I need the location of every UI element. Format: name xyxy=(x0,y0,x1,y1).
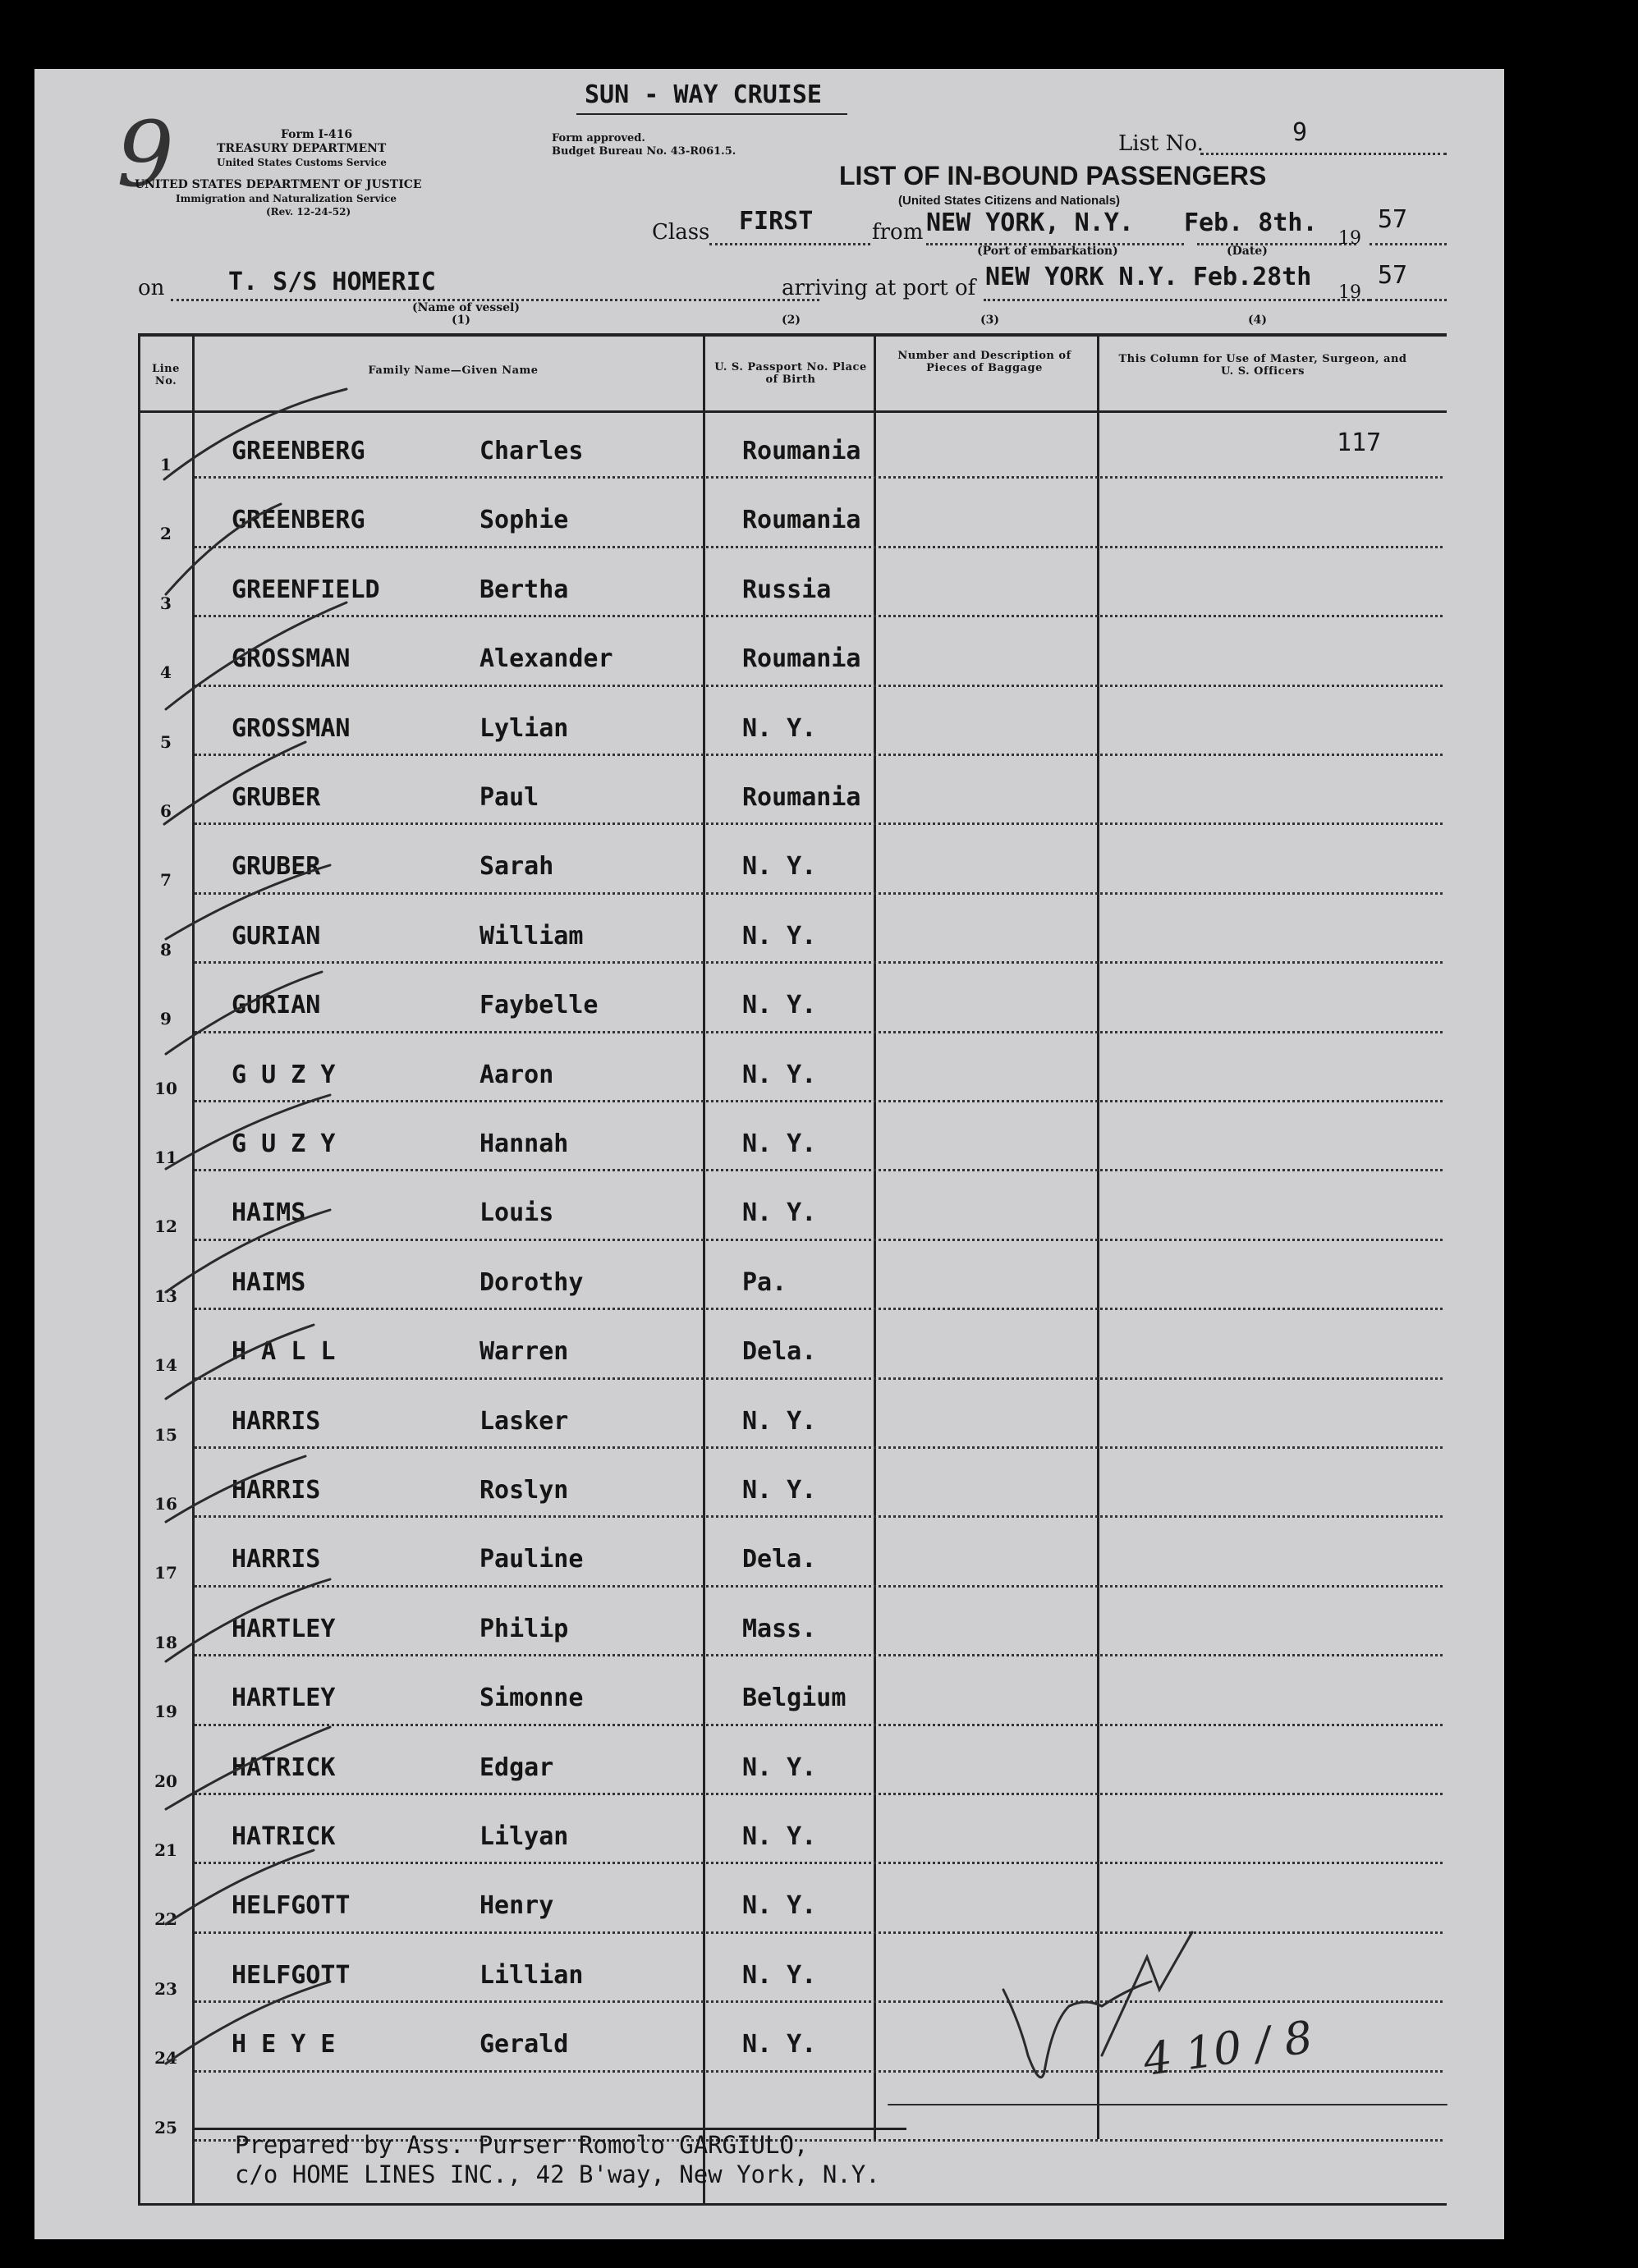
row-divider xyxy=(195,546,1443,548)
col-header-name: Family Name—Given Name xyxy=(368,364,539,377)
list-no-dots xyxy=(1200,153,1447,155)
row-divider xyxy=(195,1793,1443,1795)
line-number: 3 xyxy=(160,593,172,613)
place-of-birth: N. Y. xyxy=(742,1822,817,1851)
place-of-birth: Dela. xyxy=(742,1337,817,1367)
place-of-birth: N. Y. xyxy=(742,1060,817,1089)
handwritten-page-number: 9 xyxy=(117,102,174,207)
name-divider xyxy=(703,333,705,2205)
place-of-birth: N. Y. xyxy=(742,713,817,743)
family-name: HARRIS xyxy=(232,1406,321,1436)
row-divider xyxy=(195,1654,1443,1656)
place-of-birth: N. Y. xyxy=(742,991,817,1020)
line-number: 4 xyxy=(160,662,172,683)
row-divider xyxy=(195,1169,1443,1171)
list-no-value: 9 xyxy=(1292,118,1308,147)
line-number: 22 xyxy=(154,1909,177,1930)
row-divider xyxy=(195,685,1443,687)
year-prefix: 19 xyxy=(1338,228,1361,249)
line-number: 25 xyxy=(154,2117,177,2137)
date-dots xyxy=(1197,243,1356,245)
date-caption: (Date) xyxy=(1227,245,1268,258)
date-value: Feb. 8th. xyxy=(1184,208,1318,237)
cruise-title: SUN - WAY CRUISE xyxy=(585,80,822,109)
family-name: GRUBER xyxy=(232,783,321,812)
family-name: G U Z Y xyxy=(232,1060,336,1089)
given-name: Paul xyxy=(479,783,539,812)
family-name: GREENBERG xyxy=(232,506,365,535)
row-divider xyxy=(195,2000,1443,2003)
line-number: 20 xyxy=(154,1771,177,1791)
arrival-dots xyxy=(984,299,1370,301)
family-name: GURIAN xyxy=(232,991,321,1020)
col-header-line-no: Line No. xyxy=(152,363,180,387)
prepared-by-line: Prepared by Ass. Purser Romolo GARGIULO, xyxy=(235,2131,809,2159)
given-name: Sophie xyxy=(479,506,569,535)
given-name: Bertha xyxy=(479,575,569,604)
family-name: HAIMS xyxy=(232,1198,306,1228)
family-name: H E Y E xyxy=(232,2030,336,2060)
vessel-value: T. S/S HOMERIC xyxy=(228,268,436,296)
arrival-value: NEW YORK N.Y. Feb.28th xyxy=(985,263,1312,291)
family-name: GROSSMAN xyxy=(232,644,351,674)
line-number: 10 xyxy=(154,1078,177,1098)
given-name: Simonne xyxy=(479,1684,584,1713)
family-name: HARRIS xyxy=(232,1545,321,1574)
department-of-justice: UNITED STATES DEPARTMENT OF JUSTICE xyxy=(135,178,422,191)
line-number: 23 xyxy=(154,1978,177,1999)
given-name: Louis xyxy=(479,1198,554,1228)
family-name: GROSSMAN xyxy=(232,713,351,743)
given-name: William xyxy=(479,921,584,951)
given-name: Henry xyxy=(479,1891,554,1921)
row-divider xyxy=(195,1585,1443,1588)
line-number: 16 xyxy=(154,1494,177,1514)
row-divider xyxy=(195,892,1443,895)
place-of-birth: Mass. xyxy=(742,1614,817,1643)
cruise-title-underline xyxy=(576,113,847,115)
row-divider xyxy=(195,1931,1443,1934)
arrival-year: 57 xyxy=(1378,261,1408,290)
row-divider xyxy=(195,1724,1443,1726)
family-name: HARTLEY xyxy=(232,1684,336,1713)
arrival-year-prefix: 19 xyxy=(1338,282,1361,303)
signature-stroke xyxy=(1003,1982,1151,2078)
list-title: LIST OF IN-BOUND PASSENGERS xyxy=(839,161,1267,190)
row-divider xyxy=(195,1446,1443,1449)
given-name: Lilyan xyxy=(479,1822,569,1851)
row-divider xyxy=(195,1308,1443,1310)
table-bottom-border xyxy=(138,2203,1447,2206)
list-subtitle: (United States Citizens and Nationals) xyxy=(898,194,1121,208)
row-divider xyxy=(195,1239,1443,1241)
line-no-divider xyxy=(192,333,195,2205)
place-of-birth: N. Y. xyxy=(742,2030,817,2060)
place-of-birth: Roumania xyxy=(742,783,861,812)
given-name: Gerald xyxy=(479,2030,569,2060)
family-name: HARTLEY xyxy=(232,1614,336,1643)
row-divider xyxy=(195,961,1443,964)
place-of-birth: N. Y. xyxy=(742,1476,817,1505)
row-divider xyxy=(195,754,1443,756)
given-name: Lasker xyxy=(479,1406,569,1436)
place-of-birth: N. Y. xyxy=(742,852,817,882)
passport-divider xyxy=(874,333,876,2139)
table-top-border xyxy=(138,333,1447,337)
family-name: H A L L xyxy=(232,1337,336,1367)
officer-note: 117 xyxy=(1337,428,1382,457)
line-number: 19 xyxy=(154,1702,177,1722)
col-header-officers: This Column for Use of Master, Surgeon, and U. S. Officers xyxy=(1118,353,1407,378)
place-of-birth: N. Y. xyxy=(742,1960,817,1990)
place-of-birth: Roumania xyxy=(742,644,861,674)
given-name: Warren xyxy=(479,1337,569,1367)
col-header-passport: U. S. Passport No. Place of Birth xyxy=(714,361,867,386)
from-label: from xyxy=(872,220,924,245)
place-of-birth: N. Y. xyxy=(742,1753,817,1782)
family-name: HELFGOTT xyxy=(232,1891,351,1921)
family-name: GREENBERG xyxy=(232,437,365,465)
line-number: 18 xyxy=(154,1632,177,1652)
line-number: 11 xyxy=(154,1148,177,1167)
family-name: GRUBER xyxy=(232,852,321,882)
row-divider xyxy=(195,1862,1443,1864)
given-name: Lylian xyxy=(479,713,569,743)
family-name: GURIAN xyxy=(232,921,321,951)
given-name: Aaron xyxy=(479,1060,554,1089)
arrival-year-dots xyxy=(1370,299,1447,301)
class-label: Class xyxy=(652,220,710,245)
row-divider xyxy=(195,1100,1443,1102)
given-name: Faybelle xyxy=(479,991,599,1020)
col-header-baggage: Number and Description of Pieces of Baggage xyxy=(897,350,1071,374)
from-value: NEW YORK, N.Y. xyxy=(926,208,1134,237)
row-divider xyxy=(195,1377,1443,1380)
row-divider xyxy=(195,822,1443,825)
family-name: HARRIS xyxy=(232,1476,321,1505)
customs-service: United States Customs Service xyxy=(217,157,387,168)
line-number: 12 xyxy=(154,1216,177,1237)
col-number-2: (2) xyxy=(782,314,801,327)
place-of-birth: N. Y. xyxy=(742,921,817,951)
footer-rule xyxy=(192,2128,906,2130)
prepared-by-address: c/o HOME LINES INC., 42 B'way, New York, N.Y. xyxy=(235,2160,880,2188)
form-number: Form I-416 xyxy=(281,128,353,141)
place-of-birth: Russia xyxy=(742,575,832,604)
family-name: G U Z Y xyxy=(232,1129,336,1158)
place-of-birth: Belgium xyxy=(742,1684,847,1713)
place-of-birth: Dela. xyxy=(742,1545,817,1574)
year-value: 57 xyxy=(1378,205,1408,234)
vessel-caption: (Name of vessel) xyxy=(412,301,520,314)
line-number: 6 xyxy=(160,801,172,821)
on-label: on xyxy=(138,276,165,300)
year-dots xyxy=(1370,243,1447,245)
row-divider xyxy=(195,1515,1443,1518)
form-approved: Form approved. xyxy=(552,132,645,144)
col-number-4: (4) xyxy=(1248,314,1267,327)
family-name: HAIMS xyxy=(232,1267,306,1297)
line-number: 17 xyxy=(154,1563,177,1583)
class-dots xyxy=(709,243,870,245)
treasury-department: TREASURY DEPARTMENT xyxy=(217,142,387,155)
list-no-label: List No. xyxy=(1118,131,1204,156)
place-of-birth: Pa. xyxy=(742,1267,787,1297)
line-number: 2 xyxy=(160,524,172,544)
row-divider xyxy=(195,615,1443,617)
line-number: 9 xyxy=(160,1009,172,1029)
given-name: Alexander xyxy=(479,644,613,674)
given-name: Charles xyxy=(479,437,584,465)
given-name: Pauline xyxy=(479,1545,584,1574)
baggage-divider xyxy=(1097,333,1099,2139)
row-divider xyxy=(195,476,1443,479)
place-of-birth: N. Y. xyxy=(742,1129,817,1158)
given-name: Sarah xyxy=(479,852,554,882)
place-of-birth: N. Y. xyxy=(742,1891,817,1921)
col-number-3: (3) xyxy=(980,314,999,327)
line-number: 21 xyxy=(154,1840,177,1860)
family-name: HELFGOTT xyxy=(232,1960,351,1990)
line-number: 1 xyxy=(160,455,172,474)
header-row-border xyxy=(138,410,1447,413)
class-value: FIRST xyxy=(739,207,814,236)
given-name: Dorothy xyxy=(479,1267,584,1297)
place-of-birth: Roumania xyxy=(742,506,861,535)
immigration-service: Immigration and Naturalization Service xyxy=(176,193,397,204)
line-number: 5 xyxy=(160,731,172,752)
manifest-page xyxy=(34,69,1504,2239)
row-divider xyxy=(195,1031,1443,1033)
line-number: 7 xyxy=(160,870,172,891)
place-of-birth: N. Y. xyxy=(742,1406,817,1436)
form-revision: (Rev. 12-24-52) xyxy=(266,206,351,218)
line-number: 15 xyxy=(154,1424,177,1445)
port-caption: (Port of embarkation) xyxy=(977,245,1118,258)
place-of-birth: N. Y. xyxy=(742,1198,817,1228)
family-name: HATRICK xyxy=(232,1822,336,1851)
line-number: 13 xyxy=(154,1285,177,1306)
table-left-border xyxy=(138,333,140,2205)
line-number: 8 xyxy=(160,939,172,960)
given-name: Hannah xyxy=(479,1129,569,1158)
line-number: 14 xyxy=(154,1355,177,1376)
given-name: Edgar xyxy=(479,1753,554,1782)
given-name: Roslyn xyxy=(479,1476,569,1505)
margin-note: 4 10 / 8 xyxy=(1140,2010,1316,2087)
family-name: GREENFIELD xyxy=(232,575,380,604)
place-of-birth: Roumania xyxy=(742,437,861,465)
budget-bureau: Budget Bureau No. 43-R061.5. xyxy=(552,145,736,158)
arriving-label: arriving at port of xyxy=(782,276,976,300)
given-name: Lillian xyxy=(479,1960,584,1990)
family-name: HATRICK xyxy=(232,1753,336,1782)
vessel-col-number: (1) xyxy=(452,314,470,327)
given-name: Philip xyxy=(479,1614,569,1643)
line-number: 24 xyxy=(154,2048,177,2069)
